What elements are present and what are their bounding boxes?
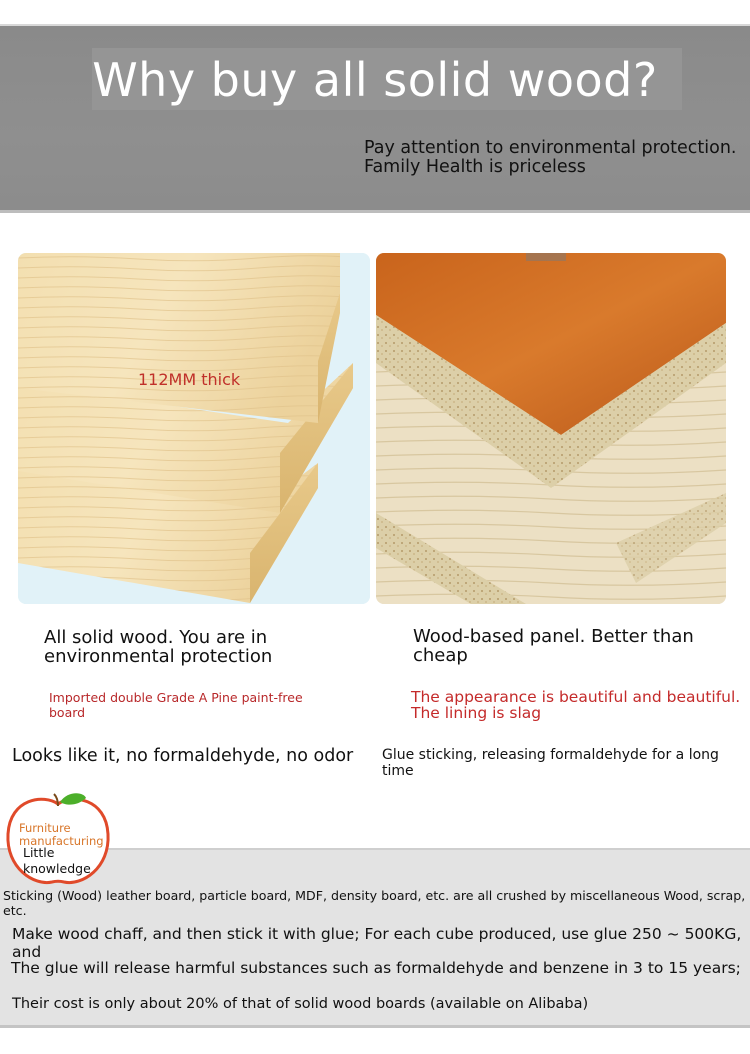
solid-wood-title: All solid wood. You are in environmental protection	[44, 627, 273, 667]
badge-title: Furniture manufacturing	[19, 821, 104, 848]
wood-panel-comparison: Glue sticking, releasing formaldehyde for a long time	[382, 747, 719, 779]
wood-panel-title: Wood-based panel. Better than cheap	[413, 626, 694, 666]
subtitle-line-1: Pay attention to environmental protection.	[364, 138, 737, 158]
knowledge-line-2: Make wood chaff, and then stick it with glue; For each cube produced, use glue 250 ~ 500KG, and	[12, 925, 742, 961]
solid-wood-boards-image	[18, 253, 370, 604]
header-subtitle	[364, 139, 750, 177]
knowledge-line-4: Their cost is only about 20% of that of solid wood boards (available on Alibaba)	[12, 996, 589, 1012]
subtitle-line-2: Family Health is priceless	[364, 157, 586, 177]
top-strip	[0, 0, 750, 24]
thickness-label: 112MM thick	[138, 370, 241, 389]
wood-based-panel-image	[376, 253, 726, 604]
badge-subtitle: Little knowledge	[23, 845, 91, 876]
wood-panel-note: The appearance is beautiful and beautiful. The lining is slag	[411, 688, 741, 722]
knowledge-line-1: Sticking (Wood) leather board, particle board, MDF, density board, etc. are all crushed by miscellaneous Wood, scrap, etc.	[3, 888, 746, 918]
solid-wood-note: Imported double Grade A Pine paint-free board	[49, 690, 303, 720]
solid-wood-comparison: Looks like it, no formaldehyde, no odor	[12, 746, 354, 766]
page-title: Why buy all solid wood?	[92, 53, 658, 107]
knowledge-line-3: The glue will release harmful substances such as formaldehyde and benzene in 3 to 15 years;	[11, 959, 741, 977]
